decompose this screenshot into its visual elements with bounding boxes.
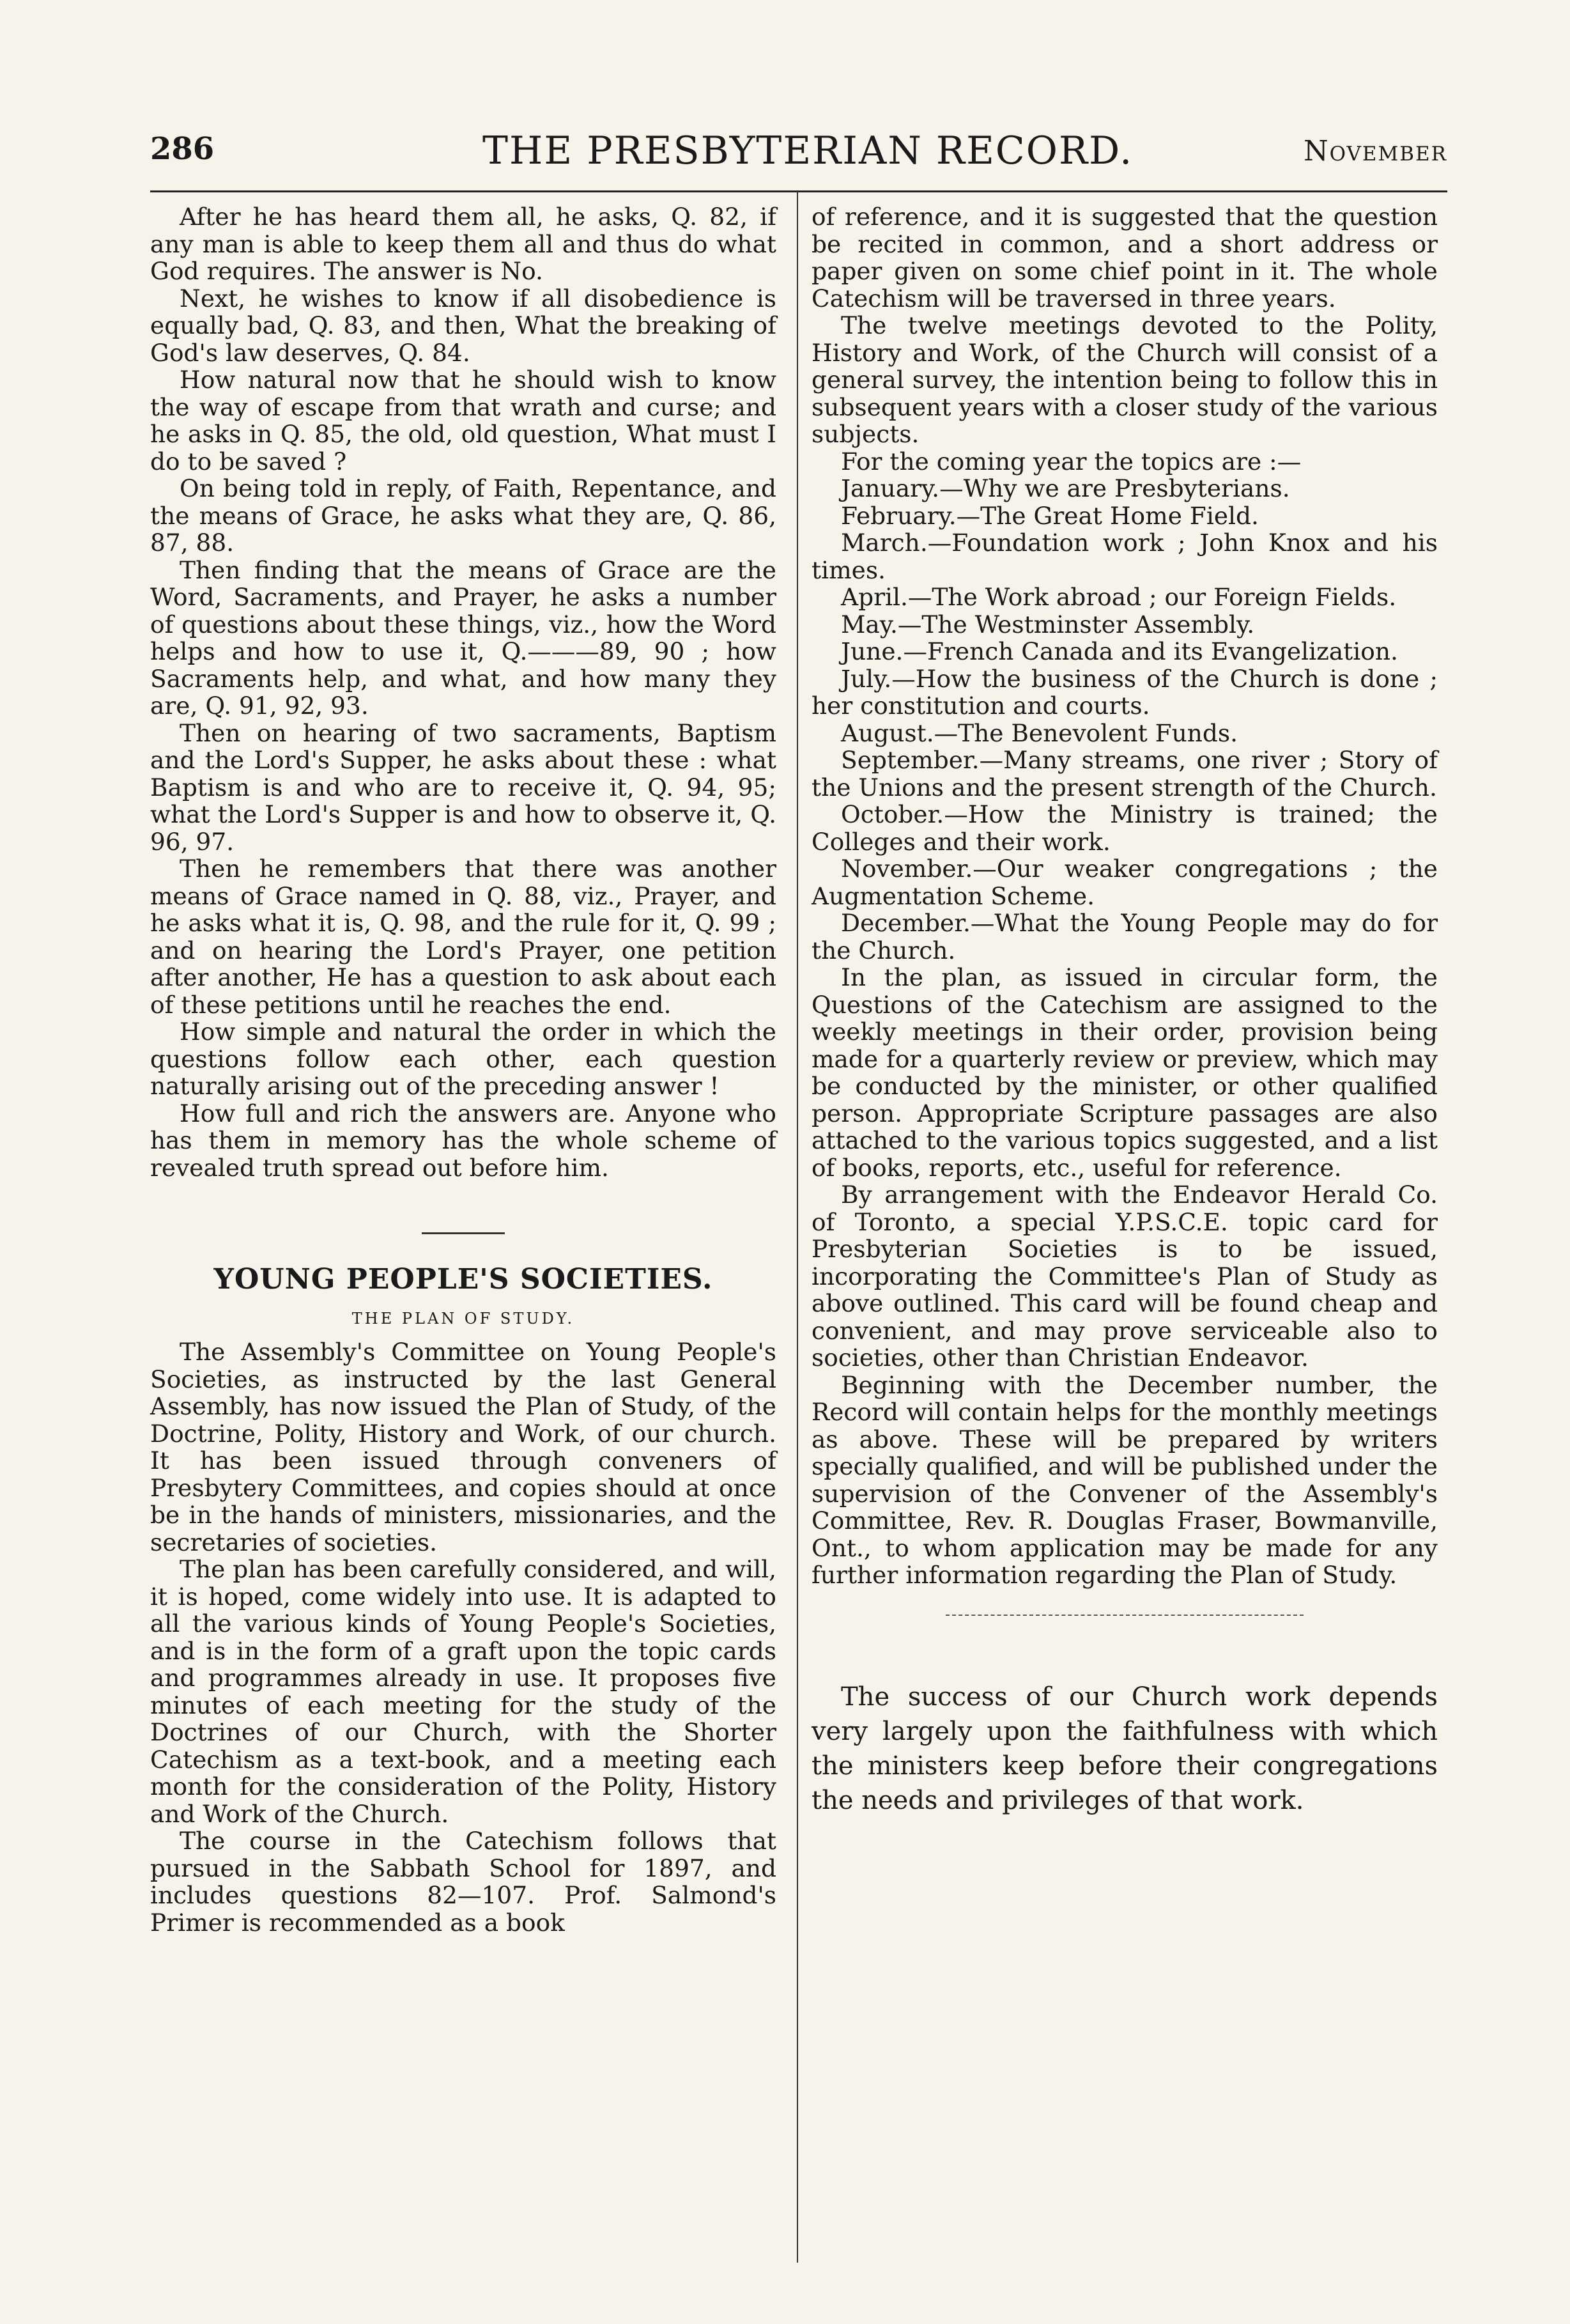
paragraph: The plan has been carefully considered, and will, it is hoped, come widely into use. It is adapted to all the various kinds of Young People's Societies, and is in the form of a graft upon the topic cards and programmes already in use. It proposes five minutes of each meeting for the study of the Doctrines of our Church, with the Shorter Catechism as a text-book, and a meeting each month for the consideration of the Polity, History and Work of the Church. [150, 1555, 777, 1828]
topic-item: June.—French Canada and its Evangelization. [841, 637, 1398, 665]
topic-item: December.—What the Young People may do for the Church. [812, 909, 1438, 964]
paragraph: Then on hearing of two sacraments, Baptism and the Lord's Supper, he asks about these : what Baptism is and who are to receive it, Q. 94, 95; what the Lord's Supper is and how to observe it, Q. 96, 97. [150, 718, 776, 856]
section-subheading: THE PLAN OF STUDY. [351, 1309, 575, 1328]
issue-month: November [1304, 135, 1447, 167]
page-number: 286 [150, 131, 215, 167]
topic-item: September.—Many streams, one river ; Story of the Unions and the present strength of the Church. [812, 746, 1438, 802]
publication-title: THE PRESBYTERIAN RECORD. [482, 128, 1134, 173]
section-heading: YOUNG PEOPLE'S SOCIETIES. [213, 1263, 713, 1296]
paragraph: How natural now that he should wish to know the way of escape from that wrath and curse; and he asks in Q. 85, the old, old question, What must I do to be saved ? [150, 366, 776, 476]
paragraph: How simple and natural the order in which the questions follow each other, each question naturally arising out of the preceding answer ! [150, 1018, 776, 1100]
paragraph: In the plan, as issued in circular form, the Questions of the Catechism are assigned to the weekly meetings in their order, provision being made for a quarterly review or preview, which may be conducted by the minister, or other qualified person. Appropriate Scripture passages are also attached to the various topics suggested, and a list of books, reports, etc., useful for reference. [812, 963, 1438, 1182]
topic-item: May.—The Westminster Assembly. [841, 610, 1255, 639]
page-header [150, 128, 1447, 189]
topic-item: August.—The Benevolent Funds. [841, 718, 1238, 747]
paragraph: of reference, and it is suggested that the question be recited in common, and a short address or paper given on some chief point in it. The whole Catechism will be traversed in three years. [812, 203, 1438, 313]
header-rule [150, 190, 1447, 192]
topic-item: July.—How the business of the Church is done ; her constitution and courts. [812, 664, 1438, 720]
paragraph: By arrangement with the Endeavor Herald Co. of Toronto, a special Y.P.S.C.E. topic card for Presbyterian Societies is to be issued, incorporating the Committee's Plan of Study as above outlined. This card will be found cheap and convenient, and may prove serviceable also to societies, other than Christian Endeavor. [812, 1181, 1438, 1372]
paragraph: The course in the Catechism follows that pursued in the Sabbath School for 1897, and includes questions 82—107. Prof. Salmond's Primer is recommended as a book [150, 1827, 776, 1937]
topic-item: March.—Foundation work ; John Knox and his times. [812, 529, 1438, 584]
paragraph: For the coming year the topics are :— [841, 447, 1302, 476]
topic-item: November.—Our weaker congregations ; the Augmentation Scheme. [812, 855, 1438, 910]
paragraph: How full and rich the answers are. Anyone who has them in memory has the whole scheme of revealed truth spread out before him. [150, 1099, 776, 1182]
section-separator [422, 1232, 505, 1234]
paragraph: Then finding that the means of Grace are the Word, Sacraments, and Prayer, he asks a number of questions about these things, viz., how the Word helps and how to use it, Q.———89, 90 ; how Sacraments help, and what, and how many they are, Q. 91, 92, 93. [150, 555, 776, 720]
topic-item: October.—How the Ministry is trained; the Colleges and their work. [812, 800, 1438, 856]
paragraph: Beginning with the December number, the Record will contain helps for the monthly meetings as above. These will be prepared by writers specially qualified, and will be published under the supervision of the Convener of the Assembly's Committee, Rev. R. Douglas Fraser, Bowmanville, Ont., to whom application may be made for any further information regarding the Plan of Study. [812, 1370, 1438, 1589]
paragraph: Next, he wishes to know if all disobedience is equally bad, Q. 83, and then, What the breaking of God's law deserves, Q. 84. [150, 284, 776, 367]
topic-item: January.—Why we are Presbyterians. [841, 474, 1290, 502]
column-divider [797, 192, 798, 2263]
left-column [150, 203, 776, 1936]
topic-item: April.—The Work abroad ; our Foreign Fields. [841, 583, 1397, 611]
closing-paragraph: The success of our Church work depends very largely upon the faithfulness with which the ministers keep before their congregations the needs and privileges of that work. [812, 1682, 1438, 1815]
paragraph: On being told in reply, of Faith, Repentance, and the means of Grace, he asks what they are, Q. 86, 87, 88. [150, 474, 776, 557]
section-separator [946, 1615, 1304, 1616]
paragraph: The twelve meetings devoted to the Polity, History and Work, of the Church will consist of a general survey, the intention being to follow this in subsequent years with a closer study of the various subjects. [812, 311, 1438, 448]
topic-item: February.—The Great Home Field. [841, 501, 1259, 530]
right-column [812, 203, 1438, 1818]
paragraph: Then he remembers that there was another means of Grace named in Q. 88, viz., Prayer, and he asks what it is, Q. 98, and the rule for it, Q. 99 ; and on hearing the Lord's Prayer, one petition after another, He has a question to ask about each of these petitions until he reaches the end. [150, 855, 776, 1019]
paragraph: The Assembly's Committee on Young People's Societies, as instructed by the last General Assembly, has now issued the Plan of Study, of the Doctrine, Polity, History and Work, of our church. It has been issued through conveners of Presbytery Committees, and copies should at once be in the hands of ministers, missionaries, and the secretaries of societies. [150, 1338, 776, 1556]
paragraph: After he has heard them all, he asks, Q. 82, if any man is able to keep them all and thus do what God requires. The answer is No. [150, 203, 776, 285]
